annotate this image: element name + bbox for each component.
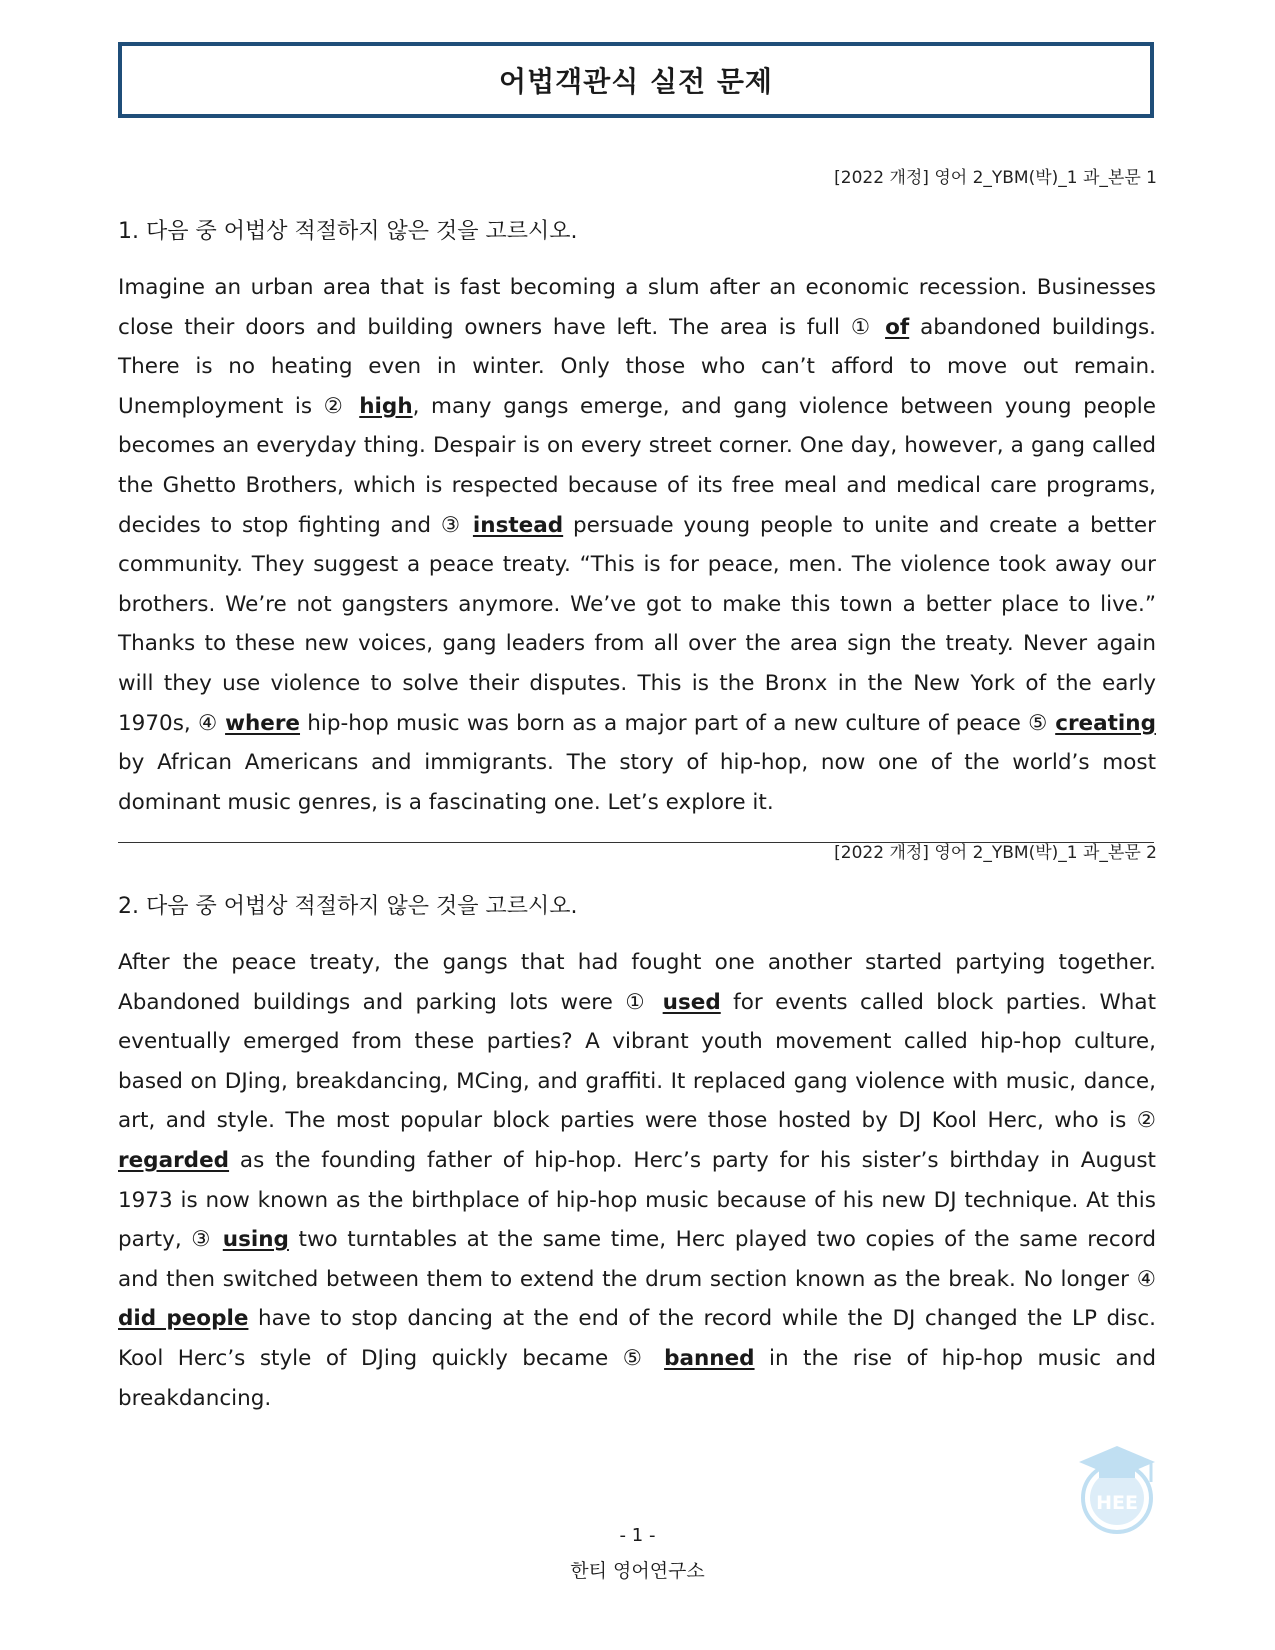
logo-text: HEE: [1096, 1492, 1138, 1514]
choice-number: ④: [198, 710, 218, 736]
passage-text: Imagine an urban area that is fast becoming a slum after an economic recession. Businesses close their doors and building owners have left. The area is full: [118, 275, 1156, 340]
choice-word: high: [359, 393, 413, 419]
passage-text: hip-hop music was born as a major part of a new culture of peace: [300, 710, 1029, 736]
choice-word: creating: [1055, 710, 1156, 736]
hee-logo-icon: [1076, 1442, 1158, 1534]
choice-number: ①: [850, 314, 875, 340]
passage-text: for events called block parties. What eventually emerged from these parties? A vibrant youth movement called hip-hop culture, based on DJing, breakdancing, MCing, and graffiti. It replaced gang violence with music, dance, art, and style. The most popular block parties were those hosted by DJ Kool Herc, who is: [118, 989, 1156, 1134]
choice-number: ③: [440, 512, 464, 538]
q1-prompt: 1. 다음 중 어법상 적절하지 않은 것을 고르시오.: [118, 219, 578, 244]
q1-passage: [118, 268, 1156, 822]
choice-number: ②: [1136, 1108, 1156, 1134]
choice-word: did people: [118, 1306, 249, 1332]
choice-word: using: [222, 1227, 289, 1253]
choice-number: ④: [1136, 1266, 1156, 1292]
choice-word: regarded: [118, 1147, 230, 1173]
choice-number: ②: [323, 393, 348, 419]
choice-word: of: [885, 314, 910, 340]
choice-number: ⑤: [1028, 710, 1048, 736]
choice-number: ③: [191, 1227, 214, 1253]
title-box: [118, 42, 1154, 118]
passage-text: abandoned buildings. There is no heating even in winter. Only those who can’t afford to move out remain. Unemployment is: [118, 314, 1157, 419]
passage-text: two turntables at the same time, Herc played two copies of the same record and then switched between them to extend the drum section known as the break. No longer: [118, 1227, 1156, 1292]
passage-text: After the peace treaty, the gangs that had fought one another started partying together. Abandoned buildings and parking lots were: [118, 950, 1156, 1015]
passage-text: persuade young people to unite and create a better community. They suggest a peace treaty. “This is for peace, men. The violence took away our brothers. We’re not gangsters anymore. We’ve got to make this town a better place to live.” Thanks to these new voices, gang leaders from all over the area sign the treaty. Never again will they use violence to solve their disputes. This is the Bronx in the New York of the early 1970s,: [118, 512, 1156, 736]
q2-passage: [118, 943, 1156, 1418]
q1-source: [2022 개정] 영어 2_YBM(박)_1 과_본문 1: [834, 168, 1157, 188]
choice-word: where: [225, 710, 301, 736]
page-title: 어법객관식 실전 문제: [499, 65, 773, 98]
passage-text: in the rise of hip-hop music and breakdancing.: [118, 1345, 1156, 1411]
page-number: - 1 -: [619, 1525, 656, 1546]
passage-text: as the founding father of hip-hop. Herc’s party for his sister’s birthday in August 1973 is now known as the birthplace of hip-hop music because of his new DJ technique. At this party,: [118, 1147, 1156, 1253]
passage-text: have to stop dancing at the end of the record while the DJ changed the LP disc. Kool Herc’s style of DJing quickly became: [118, 1306, 1156, 1371]
passage-text: by African Americans and immigrants. The story of hip-hop, now one of the world’s most dominant music genres, is a fascinating one. Let’s explore it.: [118, 750, 1156, 815]
choice-word: used: [662, 989, 721, 1015]
passage-text: , many gangs emerge, and gang violence between young people becomes an everyday thing. Despair is on every street corner. One day, however, a gang called the Ghetto Brothers, which is respected because of its free meal and medical care programs, decides to stop fighting and: [118, 393, 1156, 538]
q2-prompt: 2. 다음 중 어법상 적절하지 않은 것을 고르시오.: [118, 894, 578, 919]
q2-source: [2022 개정] 영어 2_YBM(박)_1 과_본문 2: [834, 843, 1157, 863]
choice-word: instead: [472, 512, 564, 538]
choice-word: banned: [664, 1345, 755, 1371]
choice-number: ⑤: [622, 1345, 650, 1371]
footer-org: 한티 영어연구소: [570, 1560, 705, 1582]
choice-number: ①: [625, 989, 651, 1015]
